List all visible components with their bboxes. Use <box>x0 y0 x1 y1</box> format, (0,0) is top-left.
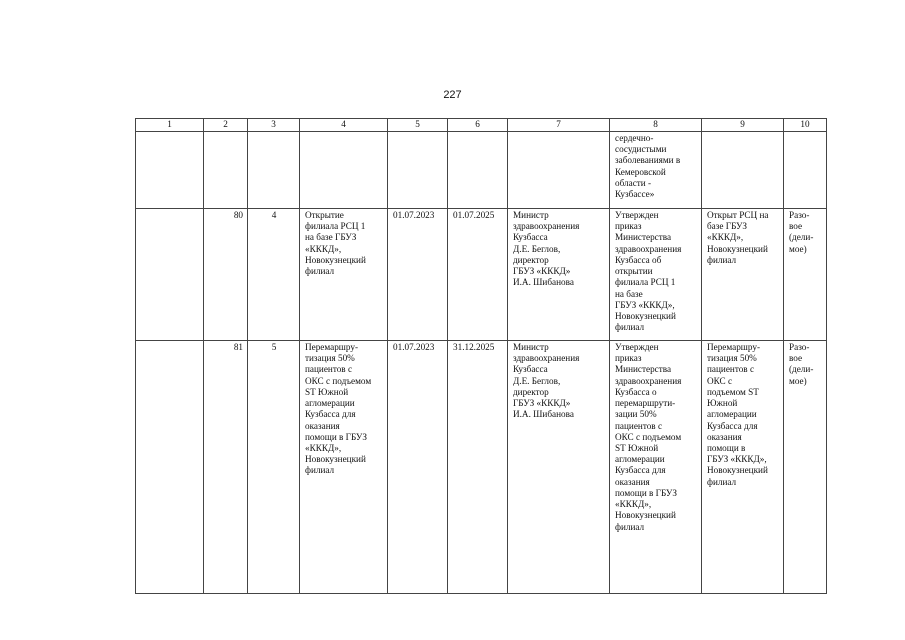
column-header: 9 <box>702 119 784 132</box>
cell-row-number: 81 <box>204 341 248 594</box>
cell-start-date <box>388 132 448 209</box>
cell-event-name <box>300 132 388 209</box>
cell-col1 <box>136 132 204 209</box>
column-header: 8 <box>610 119 702 132</box>
cell-row-number <box>204 132 248 209</box>
cell-col1 <box>136 209 204 341</box>
cell-indicator: Перемаршру- тизация 50% пациентов с ОКС с подъемом ST Южной агломерации Кузбасса для оказания помощи в ГБУЗ «КККД», Новокузнецкий филиал <box>702 341 784 594</box>
column-header: 10 <box>784 119 827 132</box>
cell-responsible: Министр здравоохранения Кузбасса Д.Е. Беглов, директор ГБУЗ «КККД» И.А. Шибанова <box>508 209 610 341</box>
cell-item-number: 5 <box>248 341 300 594</box>
column-header: 6 <box>448 119 508 132</box>
table-row <box>136 132 827 209</box>
cell-responsible <box>508 132 610 209</box>
column-header: 3 <box>248 119 300 132</box>
cell-col1 <box>136 341 204 594</box>
table-row <box>136 209 827 341</box>
cell-event-name: Перемаршру- тизация 50% пациентов с ОКС с подъемом ST Южной агломерации Кузбасса для оказания помощи в ГБУЗ «КККД», Новокузнецкий филиал <box>300 341 388 594</box>
cell-indicator <box>702 132 784 209</box>
cell-responsible: Министр здравоохранения Кузбасса Д.Е. Беглов, директор ГБУЗ «КККД» И.А. Шибанова <box>508 341 610 594</box>
cell-start-date: 01.07.2023 <box>388 341 448 594</box>
cell-type: Разо- вое (дели- мое) <box>784 341 827 594</box>
plan-table <box>135 118 827 594</box>
cell-result: сердечно- сосудистыми заболеваниями в Кемеровской области - Кузбассе» <box>610 132 702 209</box>
page-number: 227 <box>443 89 462 101</box>
cell-result: Утвержден приказ Министерства здравоохранения Кузбасса об открытии филиала РСЦ 1 на базе ГБУЗ «КККД», Новокузнецкий филиал <box>610 209 702 341</box>
cell-indicator: Открыт РСЦ на базе ГБУЗ «КККД», Новокузнецкий филиал <box>702 209 784 341</box>
cell-type: Разо- вое (дели- мое) <box>784 209 827 341</box>
column-header: 5 <box>388 119 448 132</box>
cell-item-number: 4 <box>248 209 300 341</box>
cell-event-name: Открытие филиала РСЦ 1 на базе ГБУЗ «КККД», Новокузнецкий филиал <box>300 209 388 341</box>
cell-type <box>784 132 827 209</box>
cell-end-date: 01.07.2025 <box>448 209 508 341</box>
cell-start-date: 01.07.2023 <box>388 209 448 341</box>
cell-result: Утвержден приказ Министерства здравоохранения Кузбасса о перемаршрути- зации 50% пациентов с ОКС с подъемом ST Южной агломерации Кузбасса для оказания помощи в ГБУЗ «КККД», Новокузнецкий филиал <box>610 341 702 594</box>
cell-end-date: 31.12.2025 <box>448 341 508 594</box>
table-row <box>136 341 827 594</box>
column-number-row <box>136 119 827 132</box>
cell-item-number <box>248 132 300 209</box>
column-header: 4 <box>300 119 388 132</box>
column-header: 1 <box>136 119 204 132</box>
column-header: 7 <box>508 119 610 132</box>
cell-end-date <box>448 132 508 209</box>
cell-row-number: 80 <box>204 209 248 341</box>
column-header: 2 <box>204 119 248 132</box>
